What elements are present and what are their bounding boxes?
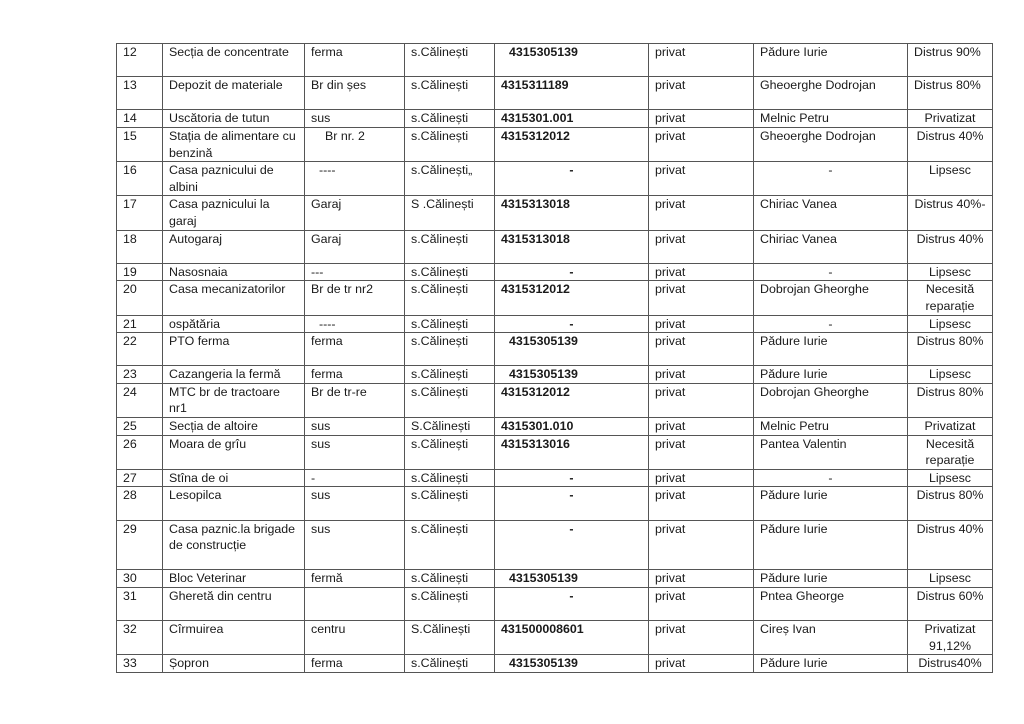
object-name: Casa paznicului la garaj (163, 196, 305, 230)
cadastral-number: 4315305139 (495, 655, 649, 673)
table-row (117, 366, 993, 384)
object-status: Lipsesc (908, 570, 993, 588)
object-village: s.Călinești (405, 281, 495, 315)
object-location (305, 588, 405, 621)
object-status: Distrus 80% (908, 487, 993, 520)
object-status: Distrus40% (908, 655, 993, 673)
cadastral-number: 4315312012 (495, 383, 649, 417)
object-location: sus (305, 487, 405, 520)
object-location: sus (305, 110, 405, 128)
ownership-type: privat (649, 621, 754, 655)
object-location: sus (305, 520, 405, 570)
object-village: s.Călinești (405, 110, 495, 128)
table-row (117, 588, 993, 621)
object-location: sus (305, 435, 405, 469)
holder-name: Chiriac Vanea (754, 196, 908, 230)
ownership-type: privat (649, 44, 754, 77)
ownership-type: privat (649, 520, 754, 570)
object-location: ferma (305, 366, 405, 384)
object-name: PTO ferma (163, 333, 305, 366)
holder-name: Pădure Iurie (754, 333, 908, 366)
object-name: Casa paznic.la brigade de construcție (163, 520, 305, 570)
table-row (117, 383, 993, 417)
object-name: Nasosnaia (163, 263, 305, 281)
cadastral-number: 4315305139 (495, 333, 649, 366)
ownership-type: privat (649, 127, 754, 161)
table-row (117, 196, 993, 230)
cadastral-number: 4315305139 (495, 570, 649, 588)
object-village: s.Călinești (405, 469, 495, 487)
row-number: 29 (117, 520, 163, 570)
object-location: fermă (305, 570, 405, 588)
object-status: Necesită reparație (908, 281, 993, 315)
ownership-type: privat (649, 230, 754, 263)
inventory-table (116, 43, 993, 673)
object-status: Necesită reparație (908, 435, 993, 469)
object-status: Privatizat (908, 418, 993, 436)
object-status: Distrus 80% (908, 77, 993, 110)
object-location: ---- (305, 162, 405, 196)
object-name: Cîrmuirea (163, 621, 305, 655)
ownership-type: privat (649, 77, 754, 110)
object-village: s.Călinești (405, 333, 495, 366)
table-row (117, 44, 993, 77)
row-number: 27 (117, 469, 163, 487)
holder-name: Pădure Iurie (754, 655, 908, 673)
row-number: 15 (117, 127, 163, 161)
cadastral-number: 4315313018 (495, 196, 649, 230)
table-row (117, 333, 993, 366)
object-village: s.Călinești (405, 383, 495, 417)
cadastral-number: 4315301.001 (495, 110, 649, 128)
holder-name: Pădure Iurie (754, 520, 908, 570)
object-location: ferma (305, 333, 405, 366)
row-number: 16 (117, 162, 163, 196)
object-village: s.Călinești (405, 520, 495, 570)
object-location: Br nr. 2 (305, 127, 405, 161)
object-village: s.Călinești (405, 570, 495, 588)
cadastral-number: - (495, 588, 649, 621)
row-number: 21 (117, 315, 163, 333)
row-number: 13 (117, 77, 163, 110)
cadastral-number: 4315305139 (495, 366, 649, 384)
object-location: ---- (305, 315, 405, 333)
table-row (117, 570, 993, 588)
table-row (117, 162, 993, 196)
object-name: Uscătoria de tutun (163, 110, 305, 128)
object-status: Lipsesc (908, 315, 993, 333)
ownership-type: privat (649, 281, 754, 315)
row-number: 12 (117, 44, 163, 77)
cadastral-number: 4315311189 (495, 77, 649, 110)
row-number: 20 (117, 281, 163, 315)
cadastral-number: 4315312012 (495, 127, 649, 161)
object-location: Br din șes (305, 77, 405, 110)
holder-name: Gheoerghe Dodrojan (754, 77, 908, 110)
object-location: --- (305, 263, 405, 281)
object-location: Br de tr-re (305, 383, 405, 417)
object-name: Gheretă din centru (163, 588, 305, 621)
table-row (117, 418, 993, 436)
object-status: Distrus 40% (908, 230, 993, 263)
object-status: Lipsesc (908, 366, 993, 384)
ownership-type: privat (649, 469, 754, 487)
holder-name: - (754, 315, 908, 333)
object-name: Depozit de materiale (163, 77, 305, 110)
row-number: 28 (117, 487, 163, 520)
ownership-type: privat (649, 383, 754, 417)
object-village: s.Călinești (405, 127, 495, 161)
table-row (117, 110, 993, 128)
object-location: Garaj (305, 196, 405, 230)
holder-name: Dobrojan Gheorghe (754, 383, 908, 417)
row-number: 14 (117, 110, 163, 128)
object-village: s.Călinești (405, 44, 495, 77)
table-row (117, 487, 993, 520)
ownership-type: privat (649, 655, 754, 673)
table-row (117, 621, 993, 655)
object-name: Lesopilca (163, 487, 305, 520)
ownership-type: privat (649, 333, 754, 366)
object-status: Distrus 80% (908, 333, 993, 366)
object-name: ospătăria (163, 315, 305, 333)
object-status: Distrus 40% (908, 127, 993, 161)
cadastral-number: 4315312012 (495, 281, 649, 315)
object-name: Autogaraj (163, 230, 305, 263)
ownership-type: privat (649, 110, 754, 128)
ownership-type: privat (649, 418, 754, 436)
holder-name: Pădure Iurie (754, 570, 908, 588)
object-status: Distrus 90% (908, 44, 993, 77)
cadastral-number: - (495, 520, 649, 570)
holder-name: Pădure Iurie (754, 487, 908, 520)
ownership-type: privat (649, 588, 754, 621)
table-row (117, 127, 993, 161)
cadastral-number: - (495, 162, 649, 196)
object-location: centru (305, 621, 405, 655)
object-location: Garaj (305, 230, 405, 263)
object-village: s.Călinești (405, 366, 495, 384)
row-number: 17 (117, 196, 163, 230)
row-number: 30 (117, 570, 163, 588)
object-location: Br de tr nr2 (305, 281, 405, 315)
holder-name: - (754, 469, 908, 487)
object-name: Stația de alimentare cu benzină (163, 127, 305, 161)
cadastral-number: - (495, 263, 649, 281)
row-number: 26 (117, 435, 163, 469)
object-name: Secția de concentrate (163, 44, 305, 77)
object-village: s.Călinești (405, 77, 495, 110)
table-row (117, 520, 993, 570)
object-status: Lipsesc (908, 469, 993, 487)
holder-name: Chiriac Vanea (754, 230, 908, 263)
object-village: s.Călinești (405, 263, 495, 281)
object-name: Șopron (163, 655, 305, 673)
holder-name: - (754, 162, 908, 196)
object-name: Bloc Veterinar (163, 570, 305, 588)
table-row (117, 315, 993, 333)
holder-name: Pădure Iurie (754, 366, 908, 384)
object-location: ferma (305, 655, 405, 673)
object-village: s.Călinești„ (405, 162, 495, 196)
row-number: 32 (117, 621, 163, 655)
object-name: Cazangeria la fermă (163, 366, 305, 384)
ownership-type: privat (649, 435, 754, 469)
object-status: Distrus 60% (908, 588, 993, 621)
row-number: 23 (117, 366, 163, 384)
table-row (117, 469, 993, 487)
object-location: ferma (305, 44, 405, 77)
table-row (117, 230, 993, 263)
object-status: Lipsesc (908, 263, 993, 281)
holder-name: Pădure Iurie (754, 44, 908, 77)
table-row (117, 77, 993, 110)
object-village: s.Călinești (405, 655, 495, 673)
object-village: s.Călinești (405, 487, 495, 520)
table-row (117, 655, 993, 673)
holder-name: Gheoerghe Dodrojan (754, 127, 908, 161)
ownership-type: privat (649, 263, 754, 281)
holder-name: Pntea Gheorge (754, 588, 908, 621)
ownership-type: privat (649, 366, 754, 384)
object-name: Moara de grîu (163, 435, 305, 469)
holder-name: Pantea Valentin (754, 435, 908, 469)
holder-name: Cireș Ivan (754, 621, 908, 655)
cadastral-number: - (495, 315, 649, 333)
table-row (117, 281, 993, 315)
holder-name: Melnic Petru (754, 418, 908, 436)
cadastral-number: 4315301.010 (495, 418, 649, 436)
object-village: s.Călinești (405, 435, 495, 469)
holder-name: - (754, 263, 908, 281)
object-village: S .Călinești (405, 196, 495, 230)
row-number: 18 (117, 230, 163, 263)
table-row (117, 263, 993, 281)
object-name: Casa mecanizatorilor (163, 281, 305, 315)
row-number: 25 (117, 418, 163, 436)
cadastral-number: 4315313016 (495, 435, 649, 469)
row-number: 31 (117, 588, 163, 621)
object-status: Privatizat (908, 110, 993, 128)
object-location: - (305, 469, 405, 487)
object-name: Stîna de oi (163, 469, 305, 487)
cadastral-number: - (495, 469, 649, 487)
cadastral-number: - (495, 487, 649, 520)
object-status: Privatizat 91,12% (908, 621, 993, 655)
cadastral-number: 4315305139 (495, 44, 649, 77)
object-status: Lipsesc (908, 162, 993, 196)
object-village: S.Călinești (405, 418, 495, 436)
table-row (117, 435, 993, 469)
object-status: Distrus 40%- (908, 196, 993, 230)
ownership-type: privat (649, 315, 754, 333)
ownership-type: privat (649, 487, 754, 520)
row-number: 22 (117, 333, 163, 366)
ownership-type: privat (649, 162, 754, 196)
object-name: Secția de altoire (163, 418, 305, 436)
holder-name: Dobrojan Gheorghe (754, 281, 908, 315)
object-status: Distrus 80% (908, 383, 993, 417)
object-name: MTC br de tractoare nr1 (163, 383, 305, 417)
row-number: 33 (117, 655, 163, 673)
object-location: sus (305, 418, 405, 436)
cadastral-number: 431500008601 (495, 621, 649, 655)
ownership-type: privat (649, 570, 754, 588)
cadastral-number: 4315313018 (495, 230, 649, 263)
row-number: 19 (117, 263, 163, 281)
object-village: S.Călinești (405, 621, 495, 655)
object-village: s.Călinești (405, 588, 495, 621)
object-status: Distrus 40% (908, 520, 993, 570)
object-name: Casa paznicului de albini (163, 162, 305, 196)
holder-name: Melnic Petru (754, 110, 908, 128)
row-number: 24 (117, 383, 163, 417)
ownership-type: privat (649, 196, 754, 230)
object-village: s.Călinești (405, 315, 495, 333)
object-village: s.Călinești (405, 230, 495, 263)
